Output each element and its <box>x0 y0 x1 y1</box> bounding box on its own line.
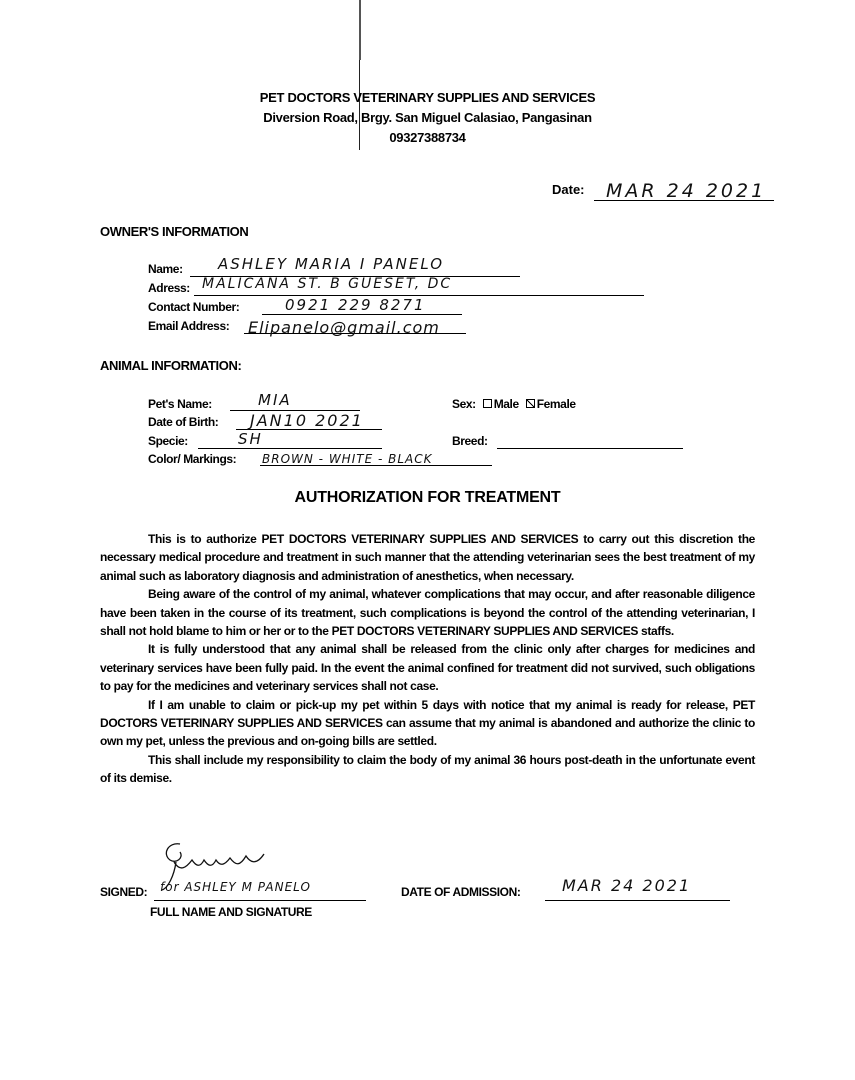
dob-label: Date of Birth: <box>148 415 219 429</box>
letterhead <box>0 88 855 148</box>
signed-underline <box>154 900 366 901</box>
color-label: Color/ Markings: <box>148 452 237 466</box>
sex-field <box>452 397 576 411</box>
owner-address-value: MALICANA ST. B GUESET, DC <box>202 276 453 292</box>
breed-underline <box>497 448 683 449</box>
owner-contact-value: 0921 229 8271 <box>285 296 426 314</box>
sex-male-checkbox[interactable] <box>483 399 492 408</box>
pet-name-value: MIA <box>258 391 292 409</box>
breed-label: Breed: <box>452 434 488 448</box>
owner-email-value: Elipanelo@gmail.com <box>248 318 440 337</box>
pet-name-label: Pet's Name: <box>148 397 212 411</box>
authorization-paragraph: Being aware of the control of my animal, whatever complications that may occur, and after reasonable diligence have been taken in the course of its treatment, such complications is beyond the control of the attending veterinarian, I shall not hold blame to him or her or to the PET DOCTORS VETERINARY SUPPLIES AND SERVICES staffs. <box>100 587 755 639</box>
authorization-paragraph: If I am unable to claim or pick-up my pet within 5 days with notice that my animal is ready for release, PET DOCTORS VETERINARY SUPPLIES AND SERVICES can assume that my animal is abandoned and authorize the clinic to own my pet, unless the previous and on-going bills are settled. <box>100 697 755 749</box>
authorization-body <box>100 530 755 788</box>
signed-label: SIGNED: <box>100 885 148 899</box>
authorization-paragraph: It is fully understood that any animal shall be released from the clinic only after charges for medicines and veterinary services have been fully paid. In the event the animal confined for treatment did not survived, such obligations to pay for the medicines and veterinary services shall not case. <box>100 642 755 694</box>
business-name: PET DOCTORS VETERINARY SUPPLIES AND SERVICES <box>259 90 596 105</box>
signature-caption: FULL NAME AND SIGNATURE <box>150 905 312 919</box>
owner-section-title: OWNER'S INFORMATION <box>100 224 249 239</box>
owner-contact-label: Contact Number: <box>148 300 240 314</box>
business-address: Diversion Road, Brgy. San Miguel Calasiao, Pangasinan <box>263 110 592 125</box>
business-phone: 09327388734 <box>389 130 466 145</box>
admission-date-label: DATE OF ADMISSION: <box>401 885 521 899</box>
owner-email-label: Email Address: <box>148 319 230 333</box>
specie-label: Specie: <box>148 434 188 448</box>
owner-name-label: Name: <box>148 262 183 276</box>
scan-artifact-line <box>359 0 361 60</box>
authorization-title: AUTHORIZATION FOR TREATMENT <box>294 489 561 506</box>
signed-value: for ASHLEY M PANELO <box>160 880 311 894</box>
specie-value: SH <box>238 430 263 448</box>
date-label: Date: <box>552 182 585 197</box>
animal-section-title: ANIMAL INFORMATION: <box>100 358 242 373</box>
authorization-paragraph: This shall include my responsibility to claim the body of my animal 36 hours post-death in the unfortunate event of its demise. <box>100 752 755 786</box>
authorization-paragraph: This is to authorize PET DOCTORS VETERINARY SUPPLIES AND SERVICES to carry out this discretion the necessary medical procedure and treatment in such manner that the attending veterinarian sees the best treatment of my animal such as laboratory diagnosis and administration of anesthetics, when necessary. <box>100 532 755 583</box>
sex-female-label: Female <box>536 397 576 411</box>
sex-male-label: Male <box>493 397 519 411</box>
owner-name-value: ASHLEY MARIA I PANELO <box>218 255 445 273</box>
color-value: BROWN - WHITE - BLACK <box>262 452 433 466</box>
admission-date-underline <box>545 900 730 901</box>
specie-underline <box>198 448 382 449</box>
dob-value: JAN10 2021 <box>250 411 364 430</box>
owner-contact-underline <box>262 314 462 315</box>
admission-date-value: MAR 24 2021 <box>562 876 692 895</box>
owner-address-label: Adress: <box>148 281 190 295</box>
sex-female-checkbox[interactable] <box>526 399 535 408</box>
sex-label: Sex: <box>452 397 476 411</box>
date-value: MAR 24 2021 <box>606 180 767 202</box>
